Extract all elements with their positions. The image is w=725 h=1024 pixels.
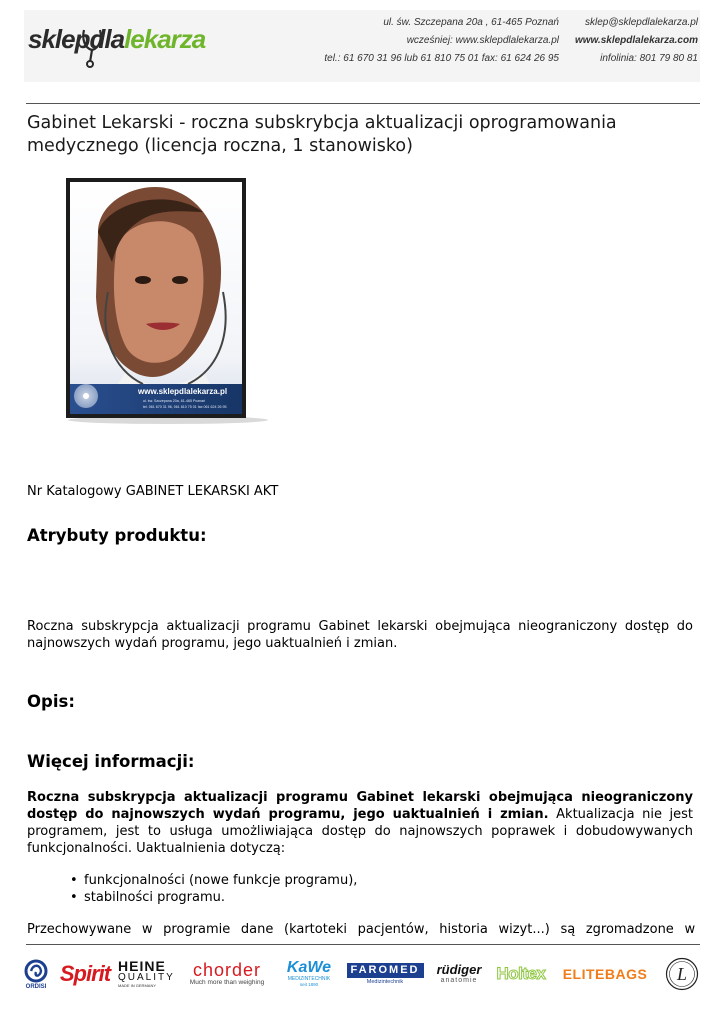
list-item: • funkcjonalności (nowe funkcje programu), <box>70 872 357 889</box>
box-website-text: www.sklepdlalekarza.pl <box>138 387 228 396</box>
updates-list <box>70 872 357 906</box>
heine-logo[interactable]: HEINE QUALITY MADE IN GERMANY <box>118 958 175 988</box>
header-divider <box>26 103 700 104</box>
contact-address-block <box>324 14 559 68</box>
more-info-bold: Roczna subskrypcja aktualizacji programu Gabinet lekarski obejmująca nieograniczony dostęp do najnowszych wydań programu, jego uaktualnień i zmian. <box>27 790 693 822</box>
list-item: • stabilności programu. <box>70 889 357 906</box>
footer-divider <box>26 944 700 945</box>
stethoscope-icon <box>80 28 106 68</box>
more-info-rest: Aktualizacja nie jest programem, jest to usługa umożliwiająca dostęp do najnowszych poprawek i dobudowywanych funkcjonalności. Uaktualnienia dotyczą: <box>27 807 693 856</box>
attributes-text: Roczna subskrypcja aktualizacji programu Gabinet lekarski obejmująca nieograniczony dostęp do najnowszych wydań programu, jego uaktualnień i zmian. <box>27 619 693 651</box>
product-image[interactable] <box>28 172 278 424</box>
software-box-illustration <box>28 172 278 424</box>
page-header <box>24 10 700 82</box>
more-info-text <box>27 789 693 857</box>
contact-online-block <box>575 14 698 68</box>
chorder-logo[interactable]: chorder Much more than weighing <box>189 960 265 986</box>
littmann-logo[interactable]: L <box>664 951 700 997</box>
description-heading: Opis: <box>27 692 75 711</box>
product-title: Gabinet Lekarski - roczna subskrybcja aktualizacji oprogramowania medycznego (licencja roczna, 1 stanowisko) <box>27 113 617 156</box>
more-info-heading: Więcej informacji: <box>27 752 195 771</box>
holtex-logo[interactable]: Holtex <box>496 964 546 983</box>
box-address-text: ul. św. Szczepana 20a, 61-465 Poznań <box>143 399 206 403</box>
shop-logo[interactable]: sklepdlalekarza <box>28 24 205 55</box>
box-phone-text: tel. 061 670 31 96, 061 810 75 01 fax 061 624 26 95 <box>143 405 227 409</box>
address-text: ul. św. Szczepana 20a , 61-465 Poznań <box>383 17 559 28</box>
catalog-number: Nr Katalogowy GABINET LEKARSKI AKT <box>27 484 279 499</box>
ordisi-logo[interactable]: ORDISI <box>22 951 50 997</box>
infoline-text: infolinia: 801 79 80 81 <box>600 53 698 64</box>
spirit-logo[interactable]: Spirit <box>59 961 111 986</box>
phone-text: tel.: 61 670 31 96 lub 61 810 75 01 fax: 61 624 26 95 <box>324 53 559 64</box>
elitebags-logo[interactable]: ELITEBAGS <box>562 966 648 982</box>
attributes-heading: Atrybuty produktu: <box>27 526 207 545</box>
rudiger-logo[interactable]: rüdiger anatomie <box>436 962 482 984</box>
data-storage-text: Przechowywane w programie dane (kartoteki pacjentów, historia wizyt...) są zgromadzone w <box>27 922 696 937</box>
earlier-site-link[interactable]: wcześniej: www.sklepdlalekarza.pl <box>406 35 559 46</box>
website-link[interactable]: www.sklepdlalekarza.com <box>574 35 698 46</box>
faromed-logo[interactable]: FAROMED Medizintechnik <box>346 951 424 997</box>
email-link[interactable]: sklep@sklepdlalekarza.pl <box>585 17 698 28</box>
kawe-logo[interactable]: KaWe MEDIZINTECHNIK seit 1890 <box>286 959 332 987</box>
brand-logos-footer <box>22 951 702 997</box>
